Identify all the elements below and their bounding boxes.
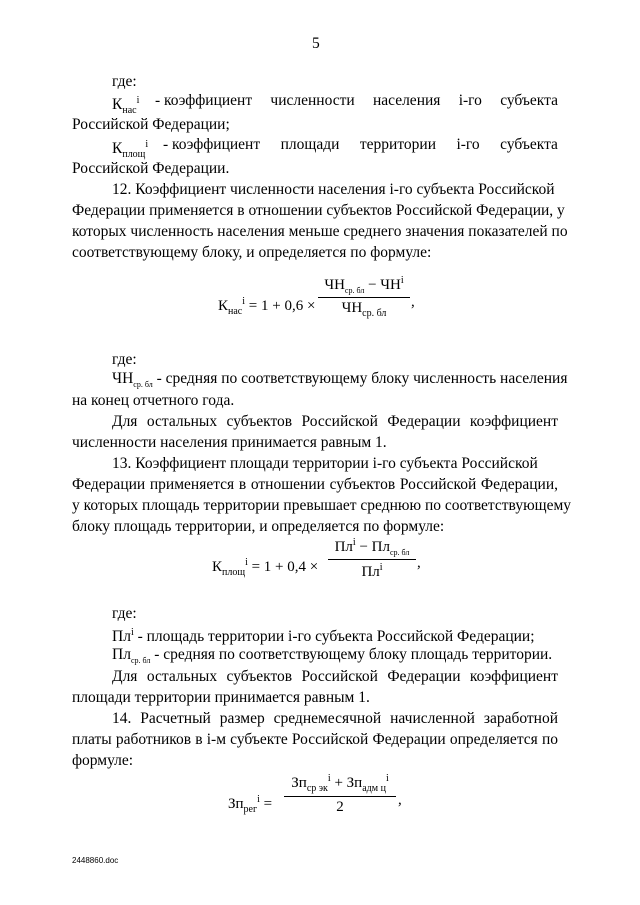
formula-k-plosch-fraction: $Пл^i - Пл_{ср. бл}$ $Пл^i$: [328, 537, 416, 581]
where-label: где:: [112, 73, 137, 90]
k-plosch-definition: - коэффициент площади территории i-го субъекта: [163, 136, 558, 153]
chn-definition-cont: на конец отчетного года.: [72, 392, 235, 409]
formula-zp-reg-lhs: $Зп_{рег}^i$ =: [228, 794, 273, 815]
formula-k-nas-comma: ,: [411, 294, 415, 310]
footer-doc-id: 2448860.doc: [72, 856, 119, 865]
where-label-3: где:: [112, 605, 137, 622]
formula-k-plosch-comma: ,: [417, 555, 421, 571]
formula-k-plosch-lhs: $К_{площ}^i = 1 + 0,4$ ×: [212, 557, 319, 578]
k-plosch-symbol: $К_{площ}^i$: [112, 139, 149, 160]
other-subjects-1-cont: численности населения принимается равным 1.: [72, 434, 387, 451]
p13-line-3: у которых площадь территории превышает среднюю по соответствующему: [72, 497, 572, 514]
other-subjects-2-cont: площади территории принимается равным 1.: [72, 689, 370, 706]
p14-line-2: платы работников в i-м субъекте Российской Федерации определяется по: [72, 731, 558, 748]
p12-line-3: которых численность населения меньше среднего значения показателей по: [72, 223, 568, 240]
other-subjects-2: Для остальных субъектов Российской Федерации коэффициент: [112, 668, 558, 685]
formula-k-nas-lhs: $К_{нас}^i = 1 + 0,6$ ×: [218, 296, 316, 317]
formula-zp-reg-comma: ,: [398, 792, 402, 808]
page-number: 5: [312, 35, 320, 52]
p12-line-4: соответствующему блоку, и определяется по формуле:: [72, 244, 432, 261]
k-nas-definition: - коэффициент численности населения i-го субъекта: [155, 92, 558, 109]
p13-line-2: Федерации применяется в отношении субъектов Российской Федерации,: [72, 476, 558, 493]
pl-srbl-definition: $Пл_{ср. бл}$ - средняя по соответствующему блоку площадь территории.: [112, 646, 553, 665]
formula-zp-reg-fraction: $Зп_{ср эк}^i + Зп_{адм ц}^i$ 2: [284, 773, 396, 816]
p12-line-2: Федерации применяется в отношении субъектов Российской Федерации, у: [72, 202, 565, 219]
p12-line-1: 12. Коэффициент численности населения i-го субъекта Российской: [112, 181, 555, 198]
k-nas-definition-cont: Российской Федерации;: [72, 116, 230, 133]
p13-line-1: 13. Коэффициент площади территории i-го субъекта Российской: [112, 455, 538, 472]
where-label-2: где:: [112, 351, 137, 368]
p13-line-4: блоку площадь территории, и определяется по формуле:: [72, 518, 445, 535]
p14-line-1: 14. Расчетный размер среднемесячной начисленной заработной: [112, 710, 558, 727]
p14-line-3: формуле:: [72, 752, 134, 769]
k-nas-symbol: $К_{нас}^i$: [112, 95, 140, 116]
chn-definition: $ЧН_{ср. бл}$ - средняя по соответствующему блоку численность населения: [112, 370, 568, 389]
k-plosch-definition-cont: Российской Федерации.: [72, 160, 230, 177]
formula-k-nas-fraction: $ЧН_{ср. бл} - ЧН^i$ $ЧН_{ср. бл}$: [318, 275, 410, 319]
pl-i-definition: $Пл^i$ - площадь территории i-го субъекта Российской Федерации;: [112, 627, 535, 645]
other-subjects-1: Для остальных субъектов Российской Федерации коэффициент: [112, 413, 558, 430]
